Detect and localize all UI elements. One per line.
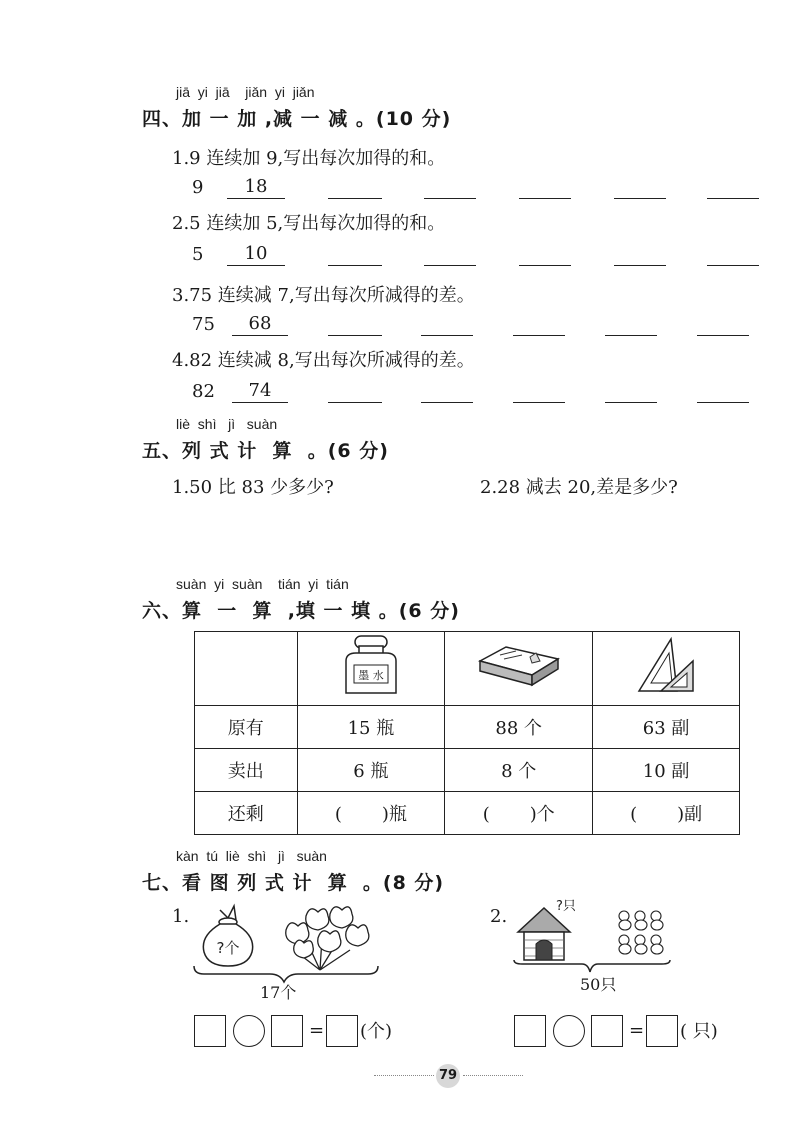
q3-answer-blank-6[interactable] bbox=[697, 313, 749, 336]
p2-operand-box-2[interactable] bbox=[591, 1015, 623, 1047]
problem1-total: 17个 bbox=[260, 983, 297, 1002]
section5-pinyin: liè shì jì suàn bbox=[176, 416, 278, 432]
q2-answer-blank-1[interactable]: 10 bbox=[227, 243, 285, 266]
q1-answer-blank-5[interactable] bbox=[614, 176, 666, 199]
section7-pinyin: kàn tú liè shì jì suàn bbox=[176, 848, 327, 864]
inventory-table bbox=[194, 631, 740, 835]
section7-heading: 七、看 图 列 式 计 算 。(8 分) bbox=[142, 872, 445, 894]
q1-answer-blank-2[interactable] bbox=[328, 176, 382, 199]
ink-bottle-icon bbox=[336, 633, 406, 699]
flower-bouquet-icon bbox=[286, 907, 369, 970]
page-number: 79 bbox=[436, 1064, 460, 1088]
q3-answer-blank-5[interactable] bbox=[605, 313, 657, 336]
p1-unit: (个) bbox=[360, 1021, 393, 1042]
section5-question-2: 2.28 减去 20,差是多少? bbox=[480, 477, 678, 498]
q1-answer-blank-1[interactable]: 18 bbox=[227, 176, 285, 199]
triangle-ruler-icon bbox=[631, 633, 701, 699]
problem2-number: 2. bbox=[490, 906, 508, 927]
row-label-remaining: 还剩 bbox=[195, 792, 298, 835]
q4-answer-blank-1[interactable]: 74 bbox=[232, 380, 288, 403]
table-row bbox=[195, 706, 740, 749]
p2-unit: ( 只) bbox=[680, 1021, 718, 1042]
q1-answer-blank-4[interactable] bbox=[519, 176, 571, 199]
q2-start-number: 5 bbox=[192, 244, 204, 265]
problem2-total: 50只 bbox=[580, 975, 617, 994]
q2-answer-blank-3[interactable] bbox=[424, 243, 476, 266]
p2-operator-circle[interactable] bbox=[553, 1015, 585, 1047]
section4-question-4: 4.82 连续减 8,写出每次所减得的差。 bbox=[172, 350, 475, 371]
cell-ink-original: 15 瓶 bbox=[297, 706, 445, 749]
total-brace-2 bbox=[514, 960, 670, 972]
ink-bottle-cell bbox=[297, 632, 445, 706]
eraser-cell bbox=[445, 632, 593, 706]
q1-start-number: 9 bbox=[192, 177, 204, 198]
p2-operand-box-1[interactable] bbox=[514, 1015, 546, 1047]
q3-answer-blank-1[interactable]: 68 bbox=[232, 313, 288, 336]
cell-eraser-remaining[interactable]: ( )个 bbox=[445, 792, 593, 835]
section4-question-3: 3.75 连续减 7,写出每次所减得的差。 bbox=[172, 285, 475, 306]
q4-start-number: 82 bbox=[192, 381, 215, 402]
section4-pinyin: jiā yi jiā jiǎn yi jiǎn bbox=[176, 84, 315, 100]
q2-answer-blank-5[interactable] bbox=[614, 243, 666, 266]
footer-dots-left bbox=[374, 1075, 434, 1076]
house-question-label: ?只 bbox=[556, 899, 576, 914]
row-label-original: 原有 bbox=[195, 706, 298, 749]
table-corner-cell bbox=[195, 632, 298, 706]
q2-answer-blank-2[interactable] bbox=[328, 243, 382, 266]
p1-result-box[interactable] bbox=[326, 1015, 358, 1047]
table-row bbox=[195, 749, 740, 792]
row-label-sold: 卖出 bbox=[195, 749, 298, 792]
cell-eraser-original: 88 个 bbox=[445, 706, 593, 749]
p2-result-box[interactable] bbox=[646, 1015, 678, 1047]
section5-question-1: 1.50 比 83 少多少? bbox=[172, 477, 334, 498]
cell-ink-remaining[interactable]: ( )瓶 bbox=[297, 792, 445, 835]
ink-bottle-label: 墨 水 bbox=[358, 669, 384, 682]
table-header-row bbox=[195, 632, 740, 706]
cell-ink-sold: 6 瓶 bbox=[297, 749, 445, 792]
q4-answer-blank-2[interactable] bbox=[328, 380, 382, 403]
section4-heading: 四、加 一 加 ,减 一 减 。(10 分) bbox=[142, 108, 452, 130]
q3-start-number: 75 bbox=[192, 314, 215, 335]
q3-answer-blank-4[interactable] bbox=[513, 313, 565, 336]
q4-answer-blank-6[interactable] bbox=[697, 380, 749, 403]
triangle-ruler-cell bbox=[593, 632, 740, 706]
p1-equals-sign: = bbox=[309, 1020, 325, 1041]
q2-answer-blank-4[interactable] bbox=[519, 243, 571, 266]
q1-answer-blank-3[interactable] bbox=[424, 176, 476, 199]
p1-operator-circle[interactable] bbox=[233, 1015, 265, 1047]
cell-eraser-sold: 8 个 bbox=[445, 749, 593, 792]
cell-ruler-sold: 10 副 bbox=[593, 749, 740, 792]
cell-ruler-original: 63 副 bbox=[593, 706, 740, 749]
section4-question-2: 2.5 连续加 5,写出每次加得的和。 bbox=[172, 213, 446, 234]
chicks-picture bbox=[510, 898, 680, 978]
footer-dots-right bbox=[463, 1075, 523, 1076]
eraser-icon bbox=[474, 639, 564, 693]
q4-answer-blank-3[interactable] bbox=[421, 380, 473, 403]
table-row bbox=[195, 792, 740, 835]
chicks-group-icon bbox=[619, 911, 663, 954]
q2-answer-blank-6[interactable] bbox=[707, 243, 759, 266]
section6-heading: 六、算 一 算 ,填 一 填 。(6 分) bbox=[142, 600, 460, 622]
q3-answer-blank-2[interactable] bbox=[328, 313, 382, 336]
p1-operand-box-1[interactable] bbox=[194, 1015, 226, 1047]
bag-question-label: ?个 bbox=[216, 939, 240, 957]
section5-heading: 五、列 式 计 算 。(6 分) bbox=[142, 440, 389, 462]
house-icon bbox=[518, 908, 570, 960]
cell-ruler-remaining[interactable]: ( )副 bbox=[593, 792, 740, 835]
q3-answer-blank-3[interactable] bbox=[421, 313, 473, 336]
q4-answer-blank-4[interactable] bbox=[513, 380, 565, 403]
p2-equals-sign: = bbox=[629, 1020, 645, 1041]
q1-answer-blank-6[interactable] bbox=[707, 176, 759, 199]
section6-pinyin: suàn yi suàn tián yi tián bbox=[176, 576, 349, 592]
money-bag-icon bbox=[203, 906, 252, 966]
q4-answer-blank-5[interactable] bbox=[605, 380, 657, 403]
p1-operand-box-2[interactable] bbox=[271, 1015, 303, 1047]
problem1-number: 1. bbox=[172, 906, 190, 927]
section4-question-1: 1.9 连续加 9,写出每次加得的和。 bbox=[172, 148, 446, 169]
